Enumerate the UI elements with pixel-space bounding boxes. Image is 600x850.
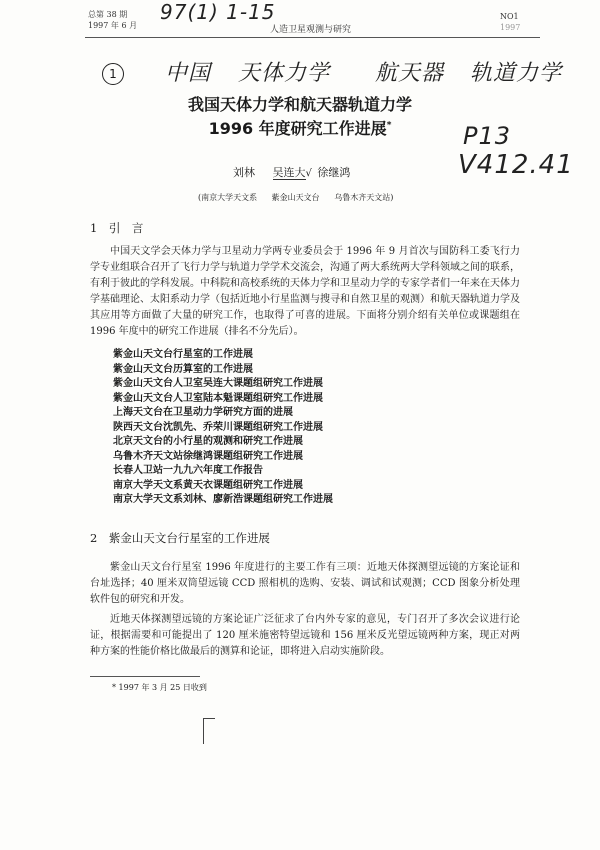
section-2-heading: 2 紫金山天文台行星室的工作进展 [90,531,270,545]
footnote-rule [90,676,200,677]
list-item: 紫金山天文台人卫室陆本魁课题组研究工作进展 [113,392,323,404]
issue-number: NO1 [500,12,519,21]
issue-total: 总第 38 期 [88,10,128,19]
class-code-1: P13 [463,122,512,150]
list-item: 南京大学天文系黄天衣课题组研究工作进展 [113,479,303,491]
scan-mark-horizontal [203,718,215,719]
author-1: 刘林 [233,166,255,179]
section-1-paragraph: 中国天文学会天体力学与卫星动力学两专业委员会于 1996 年 9 月首次与国防科工委飞行力学专业组联合召开了飞行力学与轨道力学学术交流会，沟通了两大系统两大学科领域之间的联系，有利于彼此的学科发展。中科院和高校系统的天体力学和卫星动力学的专家学者们一年来在天体力学基础理论、太阳系动力学（包括近地小行星监测与搜寻和自然卫星的观测）和航天器轨道力学及其应用等方面做了大量的研究工作，也取得了可喜的进展。下面将分别介绍有关单位或课题组在 1996 年度中的研究工作进展（排名不分先后）。 [90,246,520,337]
authors [233,164,350,180]
circled-number [102,63,124,85]
list-item: 上海天文台在卫星动力学研究方面的进展 [113,407,293,418]
list-item: 紫金山天文台人卫室吴连大课题组研究工作进展 [113,378,323,389]
list-item: 紫金山天文台历算室的工作进展 [113,363,253,375]
author-3: 徐继鸿 [317,166,351,179]
list-item: 陕西天文台沈凯先、乔荣川课题组研究工作进展 [113,421,323,433]
footnote: * 1997 年 3 月 25 日收到 [112,683,207,692]
author-2: 吴连大 [272,166,306,179]
title-footnote-mark: * [386,120,392,131]
affiliations [198,192,393,203]
section-2-paragraph-1: 紫金山天文台行星室 1996 年度进行的主要工作有三项：近地天体探测望远镜的方案论证和台址选择；40 厘米双筒望远镜 CCD 照相机的选购、安装、调试和试观测；CCD 图象分析处理软件包的研究和开发。 [90,562,520,605]
list-item: 长春人卫站一九九六年度工作报告 [113,465,263,476]
section-1-heading: 1 引 言 [90,221,144,235]
handwritten-keyword-2: 天体力学 [238,61,331,86]
handwritten-keyword-1: 中国 [165,61,212,86]
affiliation-1: (南京大学天文系 [198,193,258,202]
article-title-line1: 我国天体力学和航天器轨道力学 [187,95,412,114]
handwritten-keyword-3: 航天器 [375,61,445,86]
list-item: 乌鲁木齐天文站徐继鸿课题组研究工作进展 [113,450,303,462]
scan-mark-vertical [203,718,204,744]
class-code-2: V412.41 [458,150,574,180]
issue-year: 1997 [500,23,521,32]
journal-name: 人造卫星观测与研究 [270,25,352,35]
circled-number-text: 1 [109,67,117,81]
affiliation-2: 紫金山天文台 [271,193,320,202]
article-title-line2 [0,116,600,139]
handwritten-code: 97(1) 1-15 [160,0,276,24]
header-rule [85,37,540,38]
list-item: 南京大学天文系刘林、廖新浩课题组研究工作进展 [113,494,333,505]
list-item: 紫金山天文台行星室的工作进展 [113,349,253,360]
affiliation-3: 乌鲁木齐天文站) [334,193,394,202]
section-2-paragraph-2: 近地天体探测望远镜的方案论证广泛征求了台内外专家的意见，专门召开了多次会议进行论证，根据需要和可能提出了 120 厘米施密特望远镜和 156 厘米反光望远镜两种方案，现正对两种方案的性能价格比做最后的测算和论证，即将进入启动实施阶段。 [90,614,520,657]
check-mark: √ [305,168,312,179]
list-item: 北京天文台的小行星的观测和研究工作进展 [113,436,303,447]
handwritten-keyword-4: 轨道力学 [470,61,563,86]
issue-date: 1997 年 6 月 [88,21,138,30]
article-title-line2-text: 1996 年度研究工作进展 [208,119,387,138]
